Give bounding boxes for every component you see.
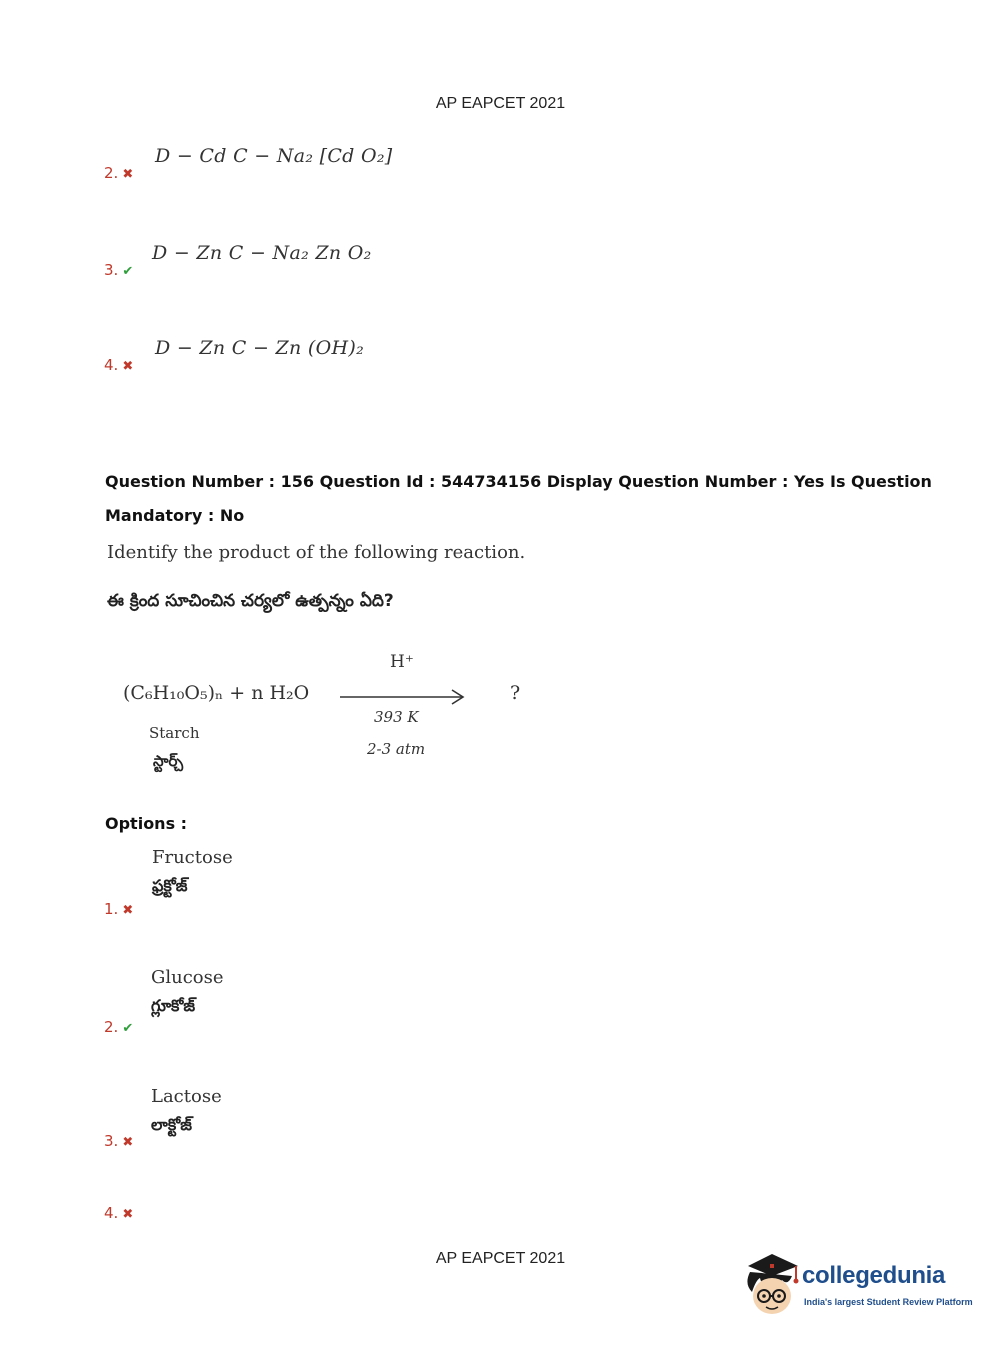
prev-option-2-expression: D − Cd C − Na₂ [Cd O₂]	[155, 145, 393, 167]
reaction-reactant: (C₆H₁₀O₅)ₙ + n H₂O	[123, 682, 310, 704]
option-1	[104, 900, 133, 918]
reaction-arrow-icon	[338, 688, 468, 706]
option-3-telugu: లాక్టోజ్	[151, 1115, 192, 1134]
page-footer: AP EAPCET 2021	[435, 1250, 566, 1267]
question-meta-line1: Question Number : 156 Question Id : 544734156 Display Question Number : Yes Is Question	[105, 472, 932, 491]
prev-option-2	[104, 164, 133, 182]
reaction-product: ?	[510, 682, 521, 704]
prev-option-3	[104, 261, 133, 279]
prev-option-4-number: 4.	[104, 356, 119, 374]
cross-icon: ✖	[122, 167, 134, 182]
option-3-english: Lactose	[151, 1086, 222, 1107]
mascot-icon	[742, 1250, 802, 1318]
option-4	[104, 1204, 133, 1222]
prev-option-2-number: 2.	[104, 164, 119, 182]
reactant-name-telugu: స్టార్చ్	[153, 752, 184, 770]
option-1-english: Fructose	[152, 847, 233, 868]
option-3-number: 3.	[104, 1132, 119, 1150]
option-1-number: 1.	[104, 900, 119, 918]
question-text-english: Identify the product of the following reaction.	[107, 542, 526, 563]
cross-icon: ✖	[122, 903, 134, 918]
check-icon: ✔	[122, 1021, 134, 1036]
reactant-name-english: Starch	[149, 724, 200, 742]
collegedunia-logo	[742, 1250, 972, 1320]
check-icon: ✔	[122, 264, 134, 279]
reaction-temperature: 393 K	[374, 708, 419, 726]
option-2	[104, 1018, 133, 1036]
question-text-telugu: ఈ క్రింద సూచించిన చర్యలో ఉత్పన్నం ఏది?	[107, 591, 394, 611]
option-2-english: Glucose	[151, 967, 224, 988]
reaction-catalyst: H⁺	[390, 652, 414, 672]
page-header: AP EAPCET 2021	[435, 95, 566, 112]
options-heading: Options :	[105, 814, 188, 833]
option-2-number: 2.	[104, 1018, 119, 1036]
brand-name: collegedunia	[802, 1262, 946, 1289]
cross-icon: ✖	[122, 1135, 134, 1150]
cross-icon: ✖	[122, 359, 134, 374]
reaction-pressure: 2-3 atm	[367, 740, 426, 758]
option-4-number: 4.	[104, 1204, 119, 1222]
prev-option-4	[104, 356, 133, 374]
cross-icon: ✖	[122, 1207, 134, 1222]
prev-option-4-expression: D − Zn C − Zn (OH)₂	[155, 337, 365, 359]
option-3	[104, 1132, 133, 1150]
brand-tagline: India's largest Student Review Platform	[804, 1297, 973, 1307]
option-1-telugu: ఫ్రక్టోజ్	[152, 876, 188, 895]
prev-option-3-expression: D − Zn C − Na₂ Zn O₂	[152, 242, 372, 264]
option-2-telugu: గ్లూకోజ్	[151, 996, 196, 1015]
prev-option-3-number: 3.	[104, 261, 119, 279]
question-meta-line2: Mandatory : No	[105, 506, 245, 525]
